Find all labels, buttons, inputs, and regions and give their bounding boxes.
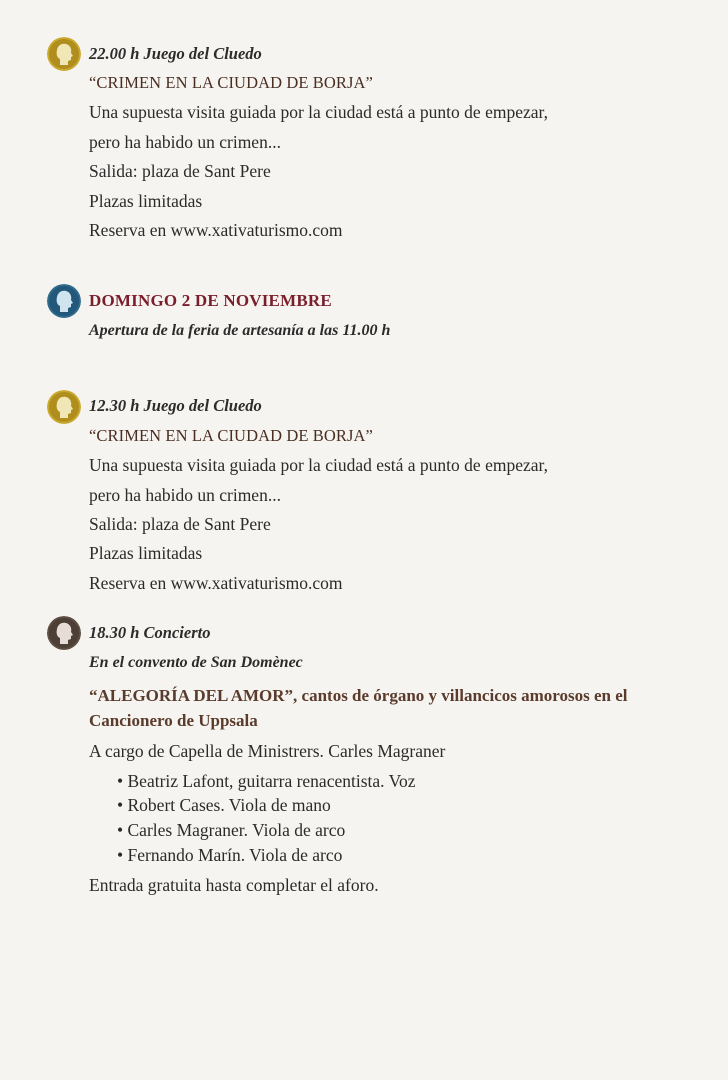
event-time-label: 18.30 h Concierto [89,623,211,642]
event-description-line-2: pero ha habido un crimen... [89,132,281,152]
head-silhouette-icon [47,390,81,424]
event-booking: Reserva en www.xativaturismo.com [89,220,343,240]
event-departure: Salida: plaza de Sant Pere [89,514,271,534]
event-limited-places: Plazas limitadas [89,191,203,211]
event-description-line-2: pero ha habido un crimen... [89,485,281,505]
event-title: “CRIMEN EN LA CIUDAD DE BORJA” [89,73,373,92]
event-title: “CRIMEN EN LA CIUDAD DE BORJA” [89,426,373,445]
event-time-label: 22.00 h Juego del Cluedo [89,44,262,63]
performer-item: • Carles Magraner. Viola de arco [117,820,346,840]
concert-title-line-1: “ALEGORÍA DEL AMOR”, cantos de órgano y villancicos amorosos en el [89,686,628,705]
concert-title-line-2: Cancionero de Uppsala [89,711,258,730]
head-silhouette-icon [47,616,81,650]
head-silhouette-icon [47,284,81,318]
event-departure: Salida: plaza de Sant Pere [89,161,271,181]
event-description-line-1: Una supuesta visita guiada por la ciudad está a punto de empezar, [89,455,548,475]
event-venue: En el convento de San Domènec [89,654,303,671]
performer-item: • Beatriz Lafont, guitarra renacentista. Voz [117,771,416,791]
performer-item: • Robert Cases. Viola de mano [117,795,331,815]
event-time-label: 12.30 h Juego del Cluedo [89,396,262,415]
event-description-line-1: Una supuesta visita guiada por la ciudad está a punto de empezar, [89,102,548,122]
head-silhouette-icon [47,37,81,71]
concert-entry: Entrada gratuita hasta completar el aforo. [89,875,379,895]
performer-item: • Fernando Marín. Viola de arco [117,845,343,865]
concert-direction: A cargo de Capella de Ministrers. Carles Magraner [89,741,446,761]
event-limited-places: Plazas limitadas [89,543,203,563]
event-booking: Reserva en www.xativaturismo.com [89,573,343,593]
day-subtitle: Apertura de la feria de artesanía a las 11.00 h [89,322,391,339]
day-title: DOMINGO 2 DE NOVIEMBRE [89,291,332,310]
